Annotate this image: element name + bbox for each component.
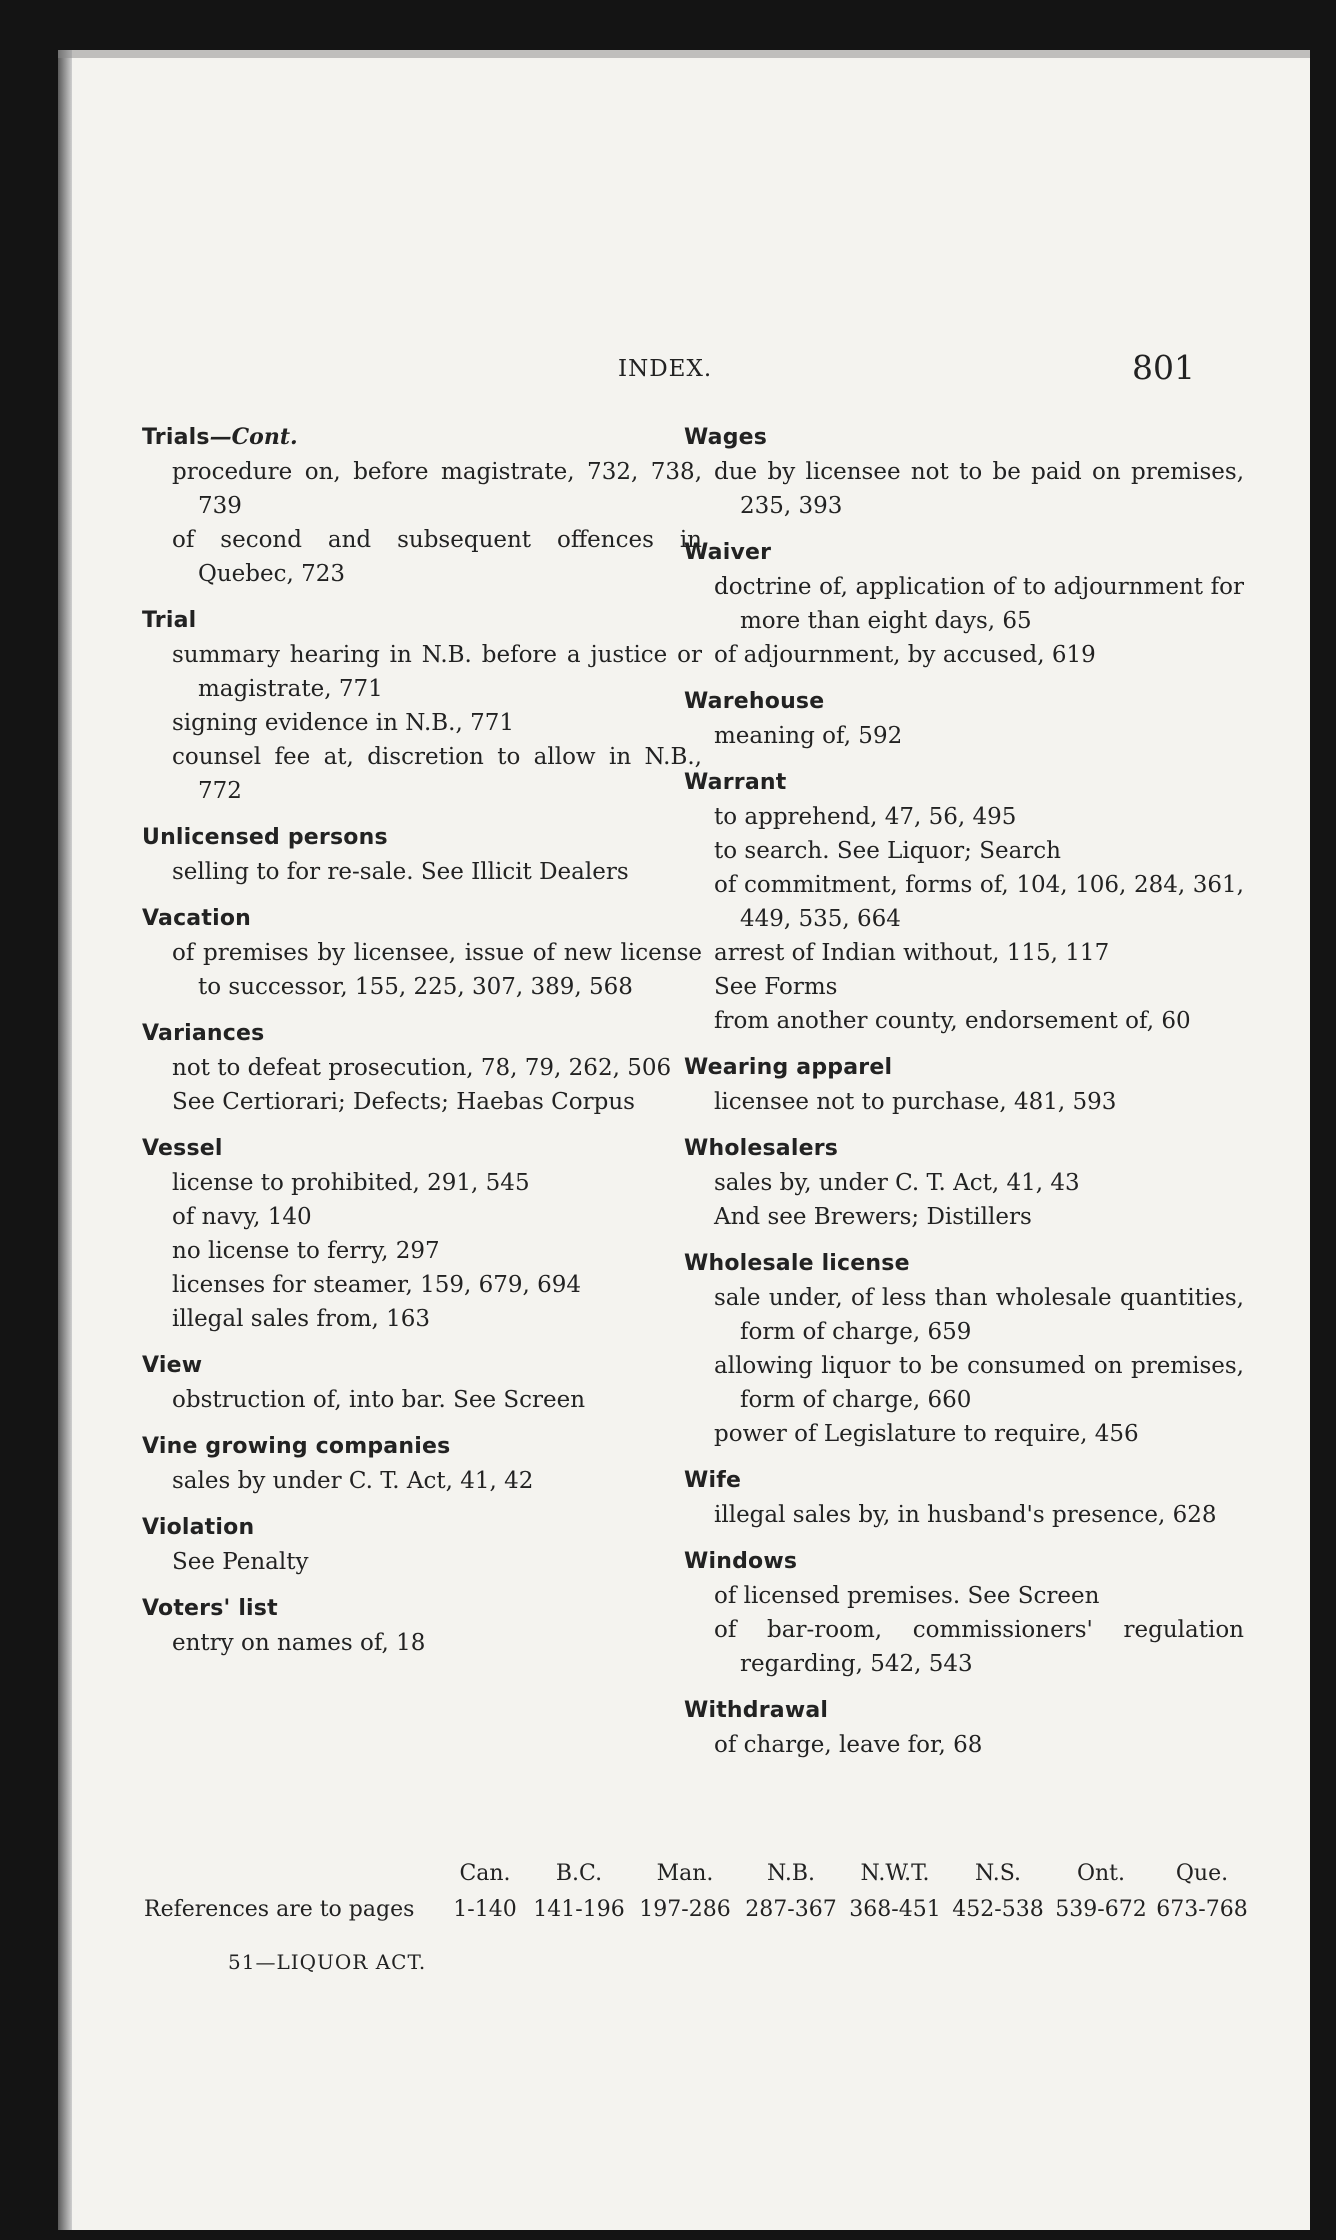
index-subentry: license to prohibited, 291, 545 — [172, 1170, 530, 1196]
index-subentry: of premises by licensee, issue of new license to successor, 155, 225, 307, 389, 568 — [172, 940, 702, 1000]
index-entry — [684, 1246, 1244, 1463]
province-label: N.W.T. — [860, 1861, 930, 1886]
page-range: 197-286 — [639, 1897, 731, 1922]
index-entry — [142, 1131, 702, 1348]
index-heading-text: Trials — [142, 425, 210, 450]
province-row — [142, 1856, 1252, 1892]
index-subentry: And see Brewers; Distillers — [714, 1204, 1032, 1230]
province-label: Ont. — [1076, 1861, 1126, 1886]
index-heading-text: Windows — [684, 1549, 798, 1574]
province-label: N.B. — [767, 1861, 815, 1886]
index-entry — [684, 765, 1244, 1050]
index-heading-text: Vacation — [142, 906, 251, 931]
page-range: 452-538 — [952, 1897, 1044, 1922]
index-entry — [142, 820, 702, 901]
page-references — [142, 1856, 1252, 1928]
index-heading — [142, 1348, 702, 1383]
index-subentry: not to defeat prosecution, 78, 79, 262, 506 — [172, 1055, 672, 1081]
index-subentry: sales by under C. T. Act, 41, 42 — [172, 1468, 534, 1494]
index-subentry: signing evidence in N.B., 771 — [172, 710, 514, 736]
index-heading-text: Vessel — [142, 1136, 223, 1161]
index-heading-text: Voters' list — [142, 1596, 278, 1621]
index-subentry: due by licensee not to be paid on premises, 235, 393 — [714, 459, 1244, 519]
index-heading-text: Withdrawal — [684, 1698, 829, 1723]
index-entry — [142, 1591, 702, 1672]
references-label: References are to pages — [144, 1897, 415, 1922]
index-subentry: meaning of, 592 — [714, 723, 903, 749]
province-label: N.S. — [974, 1861, 1022, 1886]
index-subentry: to apprehend, 47, 56, 495 — [714, 804, 1017, 830]
index-subentry: illegal sales by, in husband's presence, 628 — [714, 1502, 1217, 1528]
index-heading — [142, 1016, 702, 1051]
index-heading-text: Warrant — [684, 770, 787, 795]
index-column-left — [142, 420, 702, 1672]
index-entry — [142, 1429, 702, 1510]
index-entry — [142, 420, 702, 603]
page-range: 141-196 — [533, 1897, 625, 1922]
index-heading-text: Vine growing companies — [142, 1434, 451, 1459]
index-subentry: doctrine of, application of to adjournment for more than eight days, 65 — [714, 574, 1244, 634]
index-entry — [142, 1016, 702, 1131]
index-heading — [142, 1510, 702, 1545]
index-heading — [142, 420, 702, 455]
index-heading — [684, 1131, 1244, 1166]
index-subentry: power of Legislature to require, 456 — [714, 1421, 1139, 1447]
range-row — [142, 1892, 1252, 1928]
index-heading — [684, 535, 1244, 570]
index-heading-text: Violation — [142, 1515, 255, 1540]
index-heading-text: View — [142, 1353, 203, 1378]
index-heading — [684, 765, 1244, 800]
index-heading — [142, 603, 702, 638]
page-range: 673-768 — [1156, 1897, 1248, 1922]
index-subentry: of adjournment, by accused, 619 — [714, 642, 1096, 668]
index-subentry: allowing liquor to be consumed on premises, form of charge, 660 — [714, 1353, 1244, 1413]
index-heading-text: Variances — [142, 1021, 265, 1046]
province-label: Can. — [459, 1861, 511, 1886]
index-subentry: obstruction of, into bar. See Screen — [172, 1387, 586, 1413]
index-entry — [684, 1544, 1244, 1693]
index-entry — [684, 1050, 1244, 1131]
index-entry — [684, 1463, 1244, 1544]
index-entry — [684, 1131, 1244, 1246]
index-heading-text: Wearing apparel — [684, 1055, 893, 1080]
index-heading — [142, 820, 702, 855]
province-label: Que. — [1175, 1861, 1229, 1886]
index-subentry: of charge, leave for, 68 — [714, 1732, 983, 1758]
index-entry — [684, 535, 1244, 684]
page-range: 539-672 — [1055, 1897, 1147, 1922]
index-entry — [142, 603, 702, 820]
index-column-right — [684, 420, 1244, 1774]
index-heading — [684, 1693, 1244, 1728]
index-subentry: licenses for steamer, 159, 679, 694 — [172, 1272, 582, 1298]
index-heading — [684, 684, 1244, 719]
page-number: 801 — [1132, 348, 1195, 387]
page-text — [58, 50, 1310, 2230]
running-header: INDEX. — [618, 356, 713, 382]
index-entry — [684, 684, 1244, 765]
index-heading-text: Wholesalers — [684, 1136, 839, 1161]
index-entry — [142, 1510, 702, 1591]
index-heading — [142, 1429, 702, 1464]
index-heading-text: Waiver — [684, 540, 772, 565]
index-subentry: summary hearing in N.B. before a justice or magistrate, 771 — [172, 642, 702, 702]
page-range: 368-451 — [849, 1897, 941, 1922]
index-heading — [142, 1591, 702, 1626]
index-subentry: procedure on, before magistrate, 732, 738, 739 — [172, 459, 702, 519]
index-subentry: of bar-room, commissioners' regulation regarding, 542, 543 — [714, 1617, 1244, 1677]
province-label: Man. — [656, 1861, 714, 1886]
index-entry — [142, 901, 702, 1016]
index-heading-text: Wholesale license — [684, 1251, 910, 1276]
index-heading-text: Unlicensed persons — [142, 825, 388, 850]
index-heading — [142, 901, 702, 936]
book-page — [58, 50, 1310, 2230]
index-subentry: See Certiorari; Defects; Haebas Corpus — [172, 1089, 635, 1115]
page-range: 287-367 — [745, 1897, 837, 1922]
index-heading — [684, 420, 1244, 455]
index-subentry: licensee not to purchase, 481, 593 — [714, 1089, 1117, 1115]
index-subentry: to search. See Liquor; Search — [714, 838, 1061, 864]
index-subentry: See Penalty — [172, 1549, 309, 1575]
index-subentry: no license to ferry, 297 — [172, 1238, 440, 1264]
index-subentry: illegal sales from, 163 — [172, 1306, 431, 1332]
continued-marker: —Cont. — [209, 424, 298, 450]
index-subentry: sale under, of less than wholesale quantities, form of charge, 659 — [714, 1285, 1244, 1345]
index-heading — [684, 1246, 1244, 1281]
index-entry — [684, 420, 1244, 535]
index-heading-text: Warehouse — [684, 689, 825, 714]
index-heading-text: Trial — [142, 608, 197, 633]
index-entry — [142, 1348, 702, 1429]
index-heading — [684, 1050, 1244, 1085]
index-subentry: sales by, under C. T. Act, 41, 43 — [714, 1170, 1080, 1196]
index-subentry: arrest of Indian without, 115, 117 — [714, 940, 1110, 966]
index-subentry: of commitment, forms of, 104, 106, 284, 361, 449, 535, 664 — [714, 872, 1244, 932]
index-subentry: See Forms — [714, 974, 838, 1000]
index-subentry: entry on names of, 18 — [172, 1630, 426, 1656]
index-heading — [142, 1131, 702, 1166]
province-label: B.C. — [555, 1861, 603, 1886]
index-subentry: counsel fee at, discretion to allow in N.B., 772 — [172, 744, 702, 804]
index-heading-text: Wife — [684, 1468, 742, 1493]
signature-footer: 51—LIQUOR ACT. — [228, 1950, 427, 1974]
index-subentry: from another county, endorsement of, 60 — [714, 1008, 1191, 1034]
page-range: 1-140 — [453, 1897, 517, 1922]
index-heading — [684, 1463, 1244, 1498]
index-subentry: of navy, 140 — [172, 1204, 312, 1230]
index-entry — [684, 1693, 1244, 1774]
index-heading — [684, 1544, 1244, 1579]
index-subentry: selling to for re-sale. See Illicit Dealers — [172, 859, 629, 885]
index-heading-text: Wages — [684, 425, 768, 450]
index-subentry: of licensed premises. See Screen — [714, 1583, 1100, 1609]
index-subentry: of second and subsequent offences in Quebec, 723 — [172, 527, 702, 587]
